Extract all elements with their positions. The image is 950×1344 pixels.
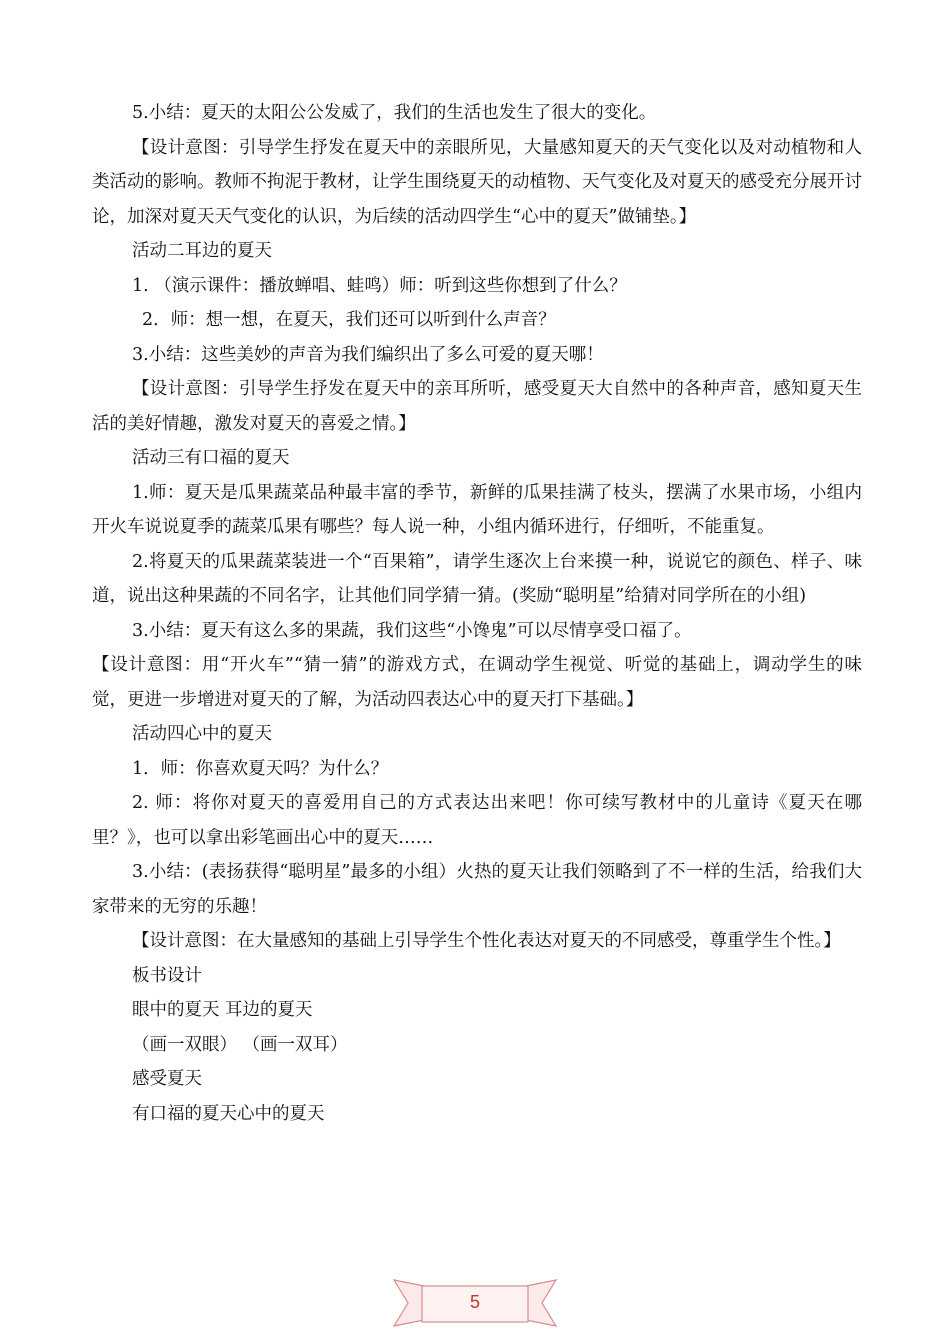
paragraph: 1. （演示课件：播放蝉唱、蛙鸣）师：听到这些你想到了什么？	[132, 275, 627, 296]
paragraph: 1.师：夏天是瓜果蔬菜品种最丰富的季节，新鲜的瓜果挂满了枝头，摆满了水果市场，小组内开火车说说夏季的蔬菜瓜果有哪些？每人说一种，小组内循环进行，仔细听，不能重复。	[92, 482, 862, 537]
paragraph: 感受夏天	[132, 1069, 202, 1089]
paragraph: 有口福的夏天心中的夏天	[132, 1103, 325, 1124]
paragraph: 3.小结：(表扬获得“聪明星”最多的小组）火热的夏天让我们领略到了不一样的生活，给我们大家带来的无穷的乐趣！	[92, 862, 862, 917]
paragraph: 活动二耳边的夏天	[132, 241, 272, 261]
paragraph: 2. 师：将你对夏天的喜爱用自己的方式表达出来吧！你可续写教材中的儿童诗《夏天在哪里？》，也可以拿出彩笔画出心中的夏天……	[92, 793, 862, 848]
paragraph: 【设计意图：引导学生抒发在夏天中的亲眼所见，大量感知夏天的天气变化以及对动植物和人类活动的影响。教师不拘泥于教材，让学生围绕夏天的动植物、天气变化及对夏天的感受充分展开讨论，加深对夏天天气变化的认识，为后续的活动四学生“心中的夏天”做铺垫。】	[92, 137, 862, 227]
paragraph: 活动四心中的夏天	[132, 724, 272, 744]
paragraph: （画一双眼） （画一双耳）	[132, 1034, 348, 1055]
paragraph: 1．师：你喜欢夏天吗？为什么？	[132, 758, 389, 779]
paragraph: 5.小结：夏天的太阳公公发威了，我们的生活也发生了很大的变化。	[132, 103, 657, 123]
page-number: 5	[469, 1292, 480, 1312]
paragraph: 3.小结：这些美妙的声音为我们编织出了多么可爱的夏天哪！	[132, 344, 604, 365]
paragraph: 【设计意图：在大量感知的基础上引导学生个性化表达对夏天的不同感受，尊重学生个性。】	[132, 931, 841, 951]
paragraph: 活动三有口福的夏天	[132, 448, 290, 468]
paragraph: 【设计意图：用“开火车”“猜一猜”的游戏方式，在调动学生视觉、听觉的基础上，调动学生的味觉，更进一步增进对夏天的了解，为活动四表达心中的夏天打下基础。】	[92, 655, 862, 710]
paragraph: 2．师：想一想，在夏天，我们还可以听到什么声音？	[142, 310, 556, 330]
paragraph: 眼中的夏天 耳边的夏天	[132, 1000, 313, 1020]
paragraph: 板书设计	[132, 965, 202, 986]
paragraph: 3.小结：夏天有这么多的果蔬，我们这些“小馋鬼”可以尽情享受口福了。	[132, 620, 692, 641]
paragraph: 【设计意图：引导学生抒发在夏天中的亲耳所听，感受夏天大自然中的各种声音，感知夏天生活的美好情趣，激发对夏天的喜爱之情。】	[92, 379, 862, 434]
page-footer-ribbon	[392, 1272, 558, 1332]
paragraph: 2.将夏天的瓜果蔬菜装进一个“百果箱”，请学生逐次上台来摸一种，说说它的颜色、样子、味道，说出这种果蔬的不同名字，让其他们同学猜一猜。(奖励“聪明星”给猜对同学所在的小组)	[92, 551, 862, 606]
document-body	[92, 96, 862, 1131]
